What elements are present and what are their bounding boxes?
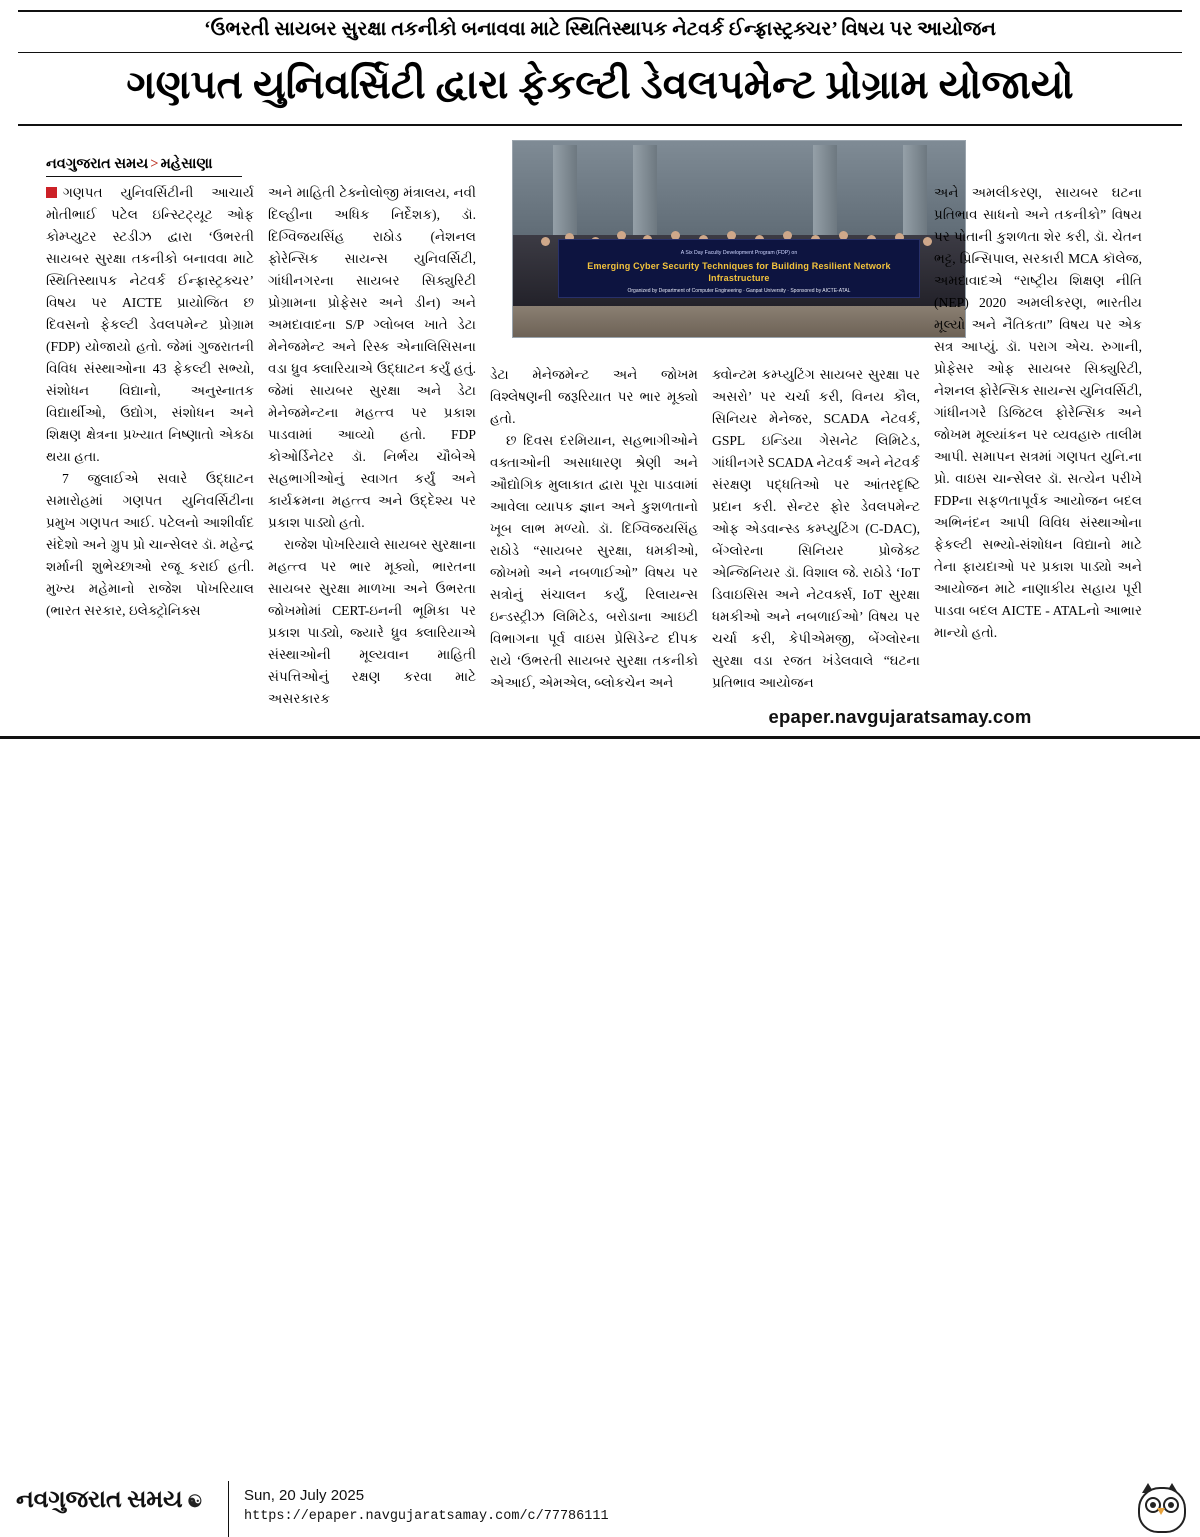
epaper-site-label: epaper.navgujaratsamay.com (768, 706, 1032, 727)
photo-spacer (712, 182, 920, 364)
red-square-icon (46, 187, 57, 198)
article-column-2 (268, 182, 490, 707)
banner-sub-text: Organized by Department of Computer Engineering · Ganpat University · Sponsored by AICTE-ATAL (627, 288, 851, 295)
paragraph: ડેટા મેનેજમેન્ટ અને જોખમ વિશ્લેષણની જરૂરિયાત પર ભાર મૂક્યો હતો. (490, 367, 698, 427)
byline-separator: > (150, 156, 159, 172)
kicker-divider (18, 52, 1182, 53)
footer-separator (228, 1481, 229, 1537)
footer-bar (0, 739, 1200, 1524)
owl-icon (1134, 1481, 1186, 1533)
paragraph: અને માહિતી ટેક્નોલોજી મંત્રાલય, નવી દિલ્હીના અધિક નિર્દેશક), ડૉ. દિગ્વિજયસિંહ રાઠોડ (નેશનલ ફોરેન્સિક સાયન્સ યુનિવર્સિટી, ગાંધીનગરના સાયબર સિક્યુરિટી પ્રોગ્રામના પ્રોફેસર અને ડીન) અને અમદાવાદના S/P ગ્લોબલ ખાતે ડેટા મેનેજમેન્ટ અને રિસ્ક એનાલિસિસના વડા ધ્રુવ ક્લારિયાએ ઉદ્ઘાટન કર્યું હતું. જેમાં સાયબર સુરક્ષા અને ડેટા મેનેજમેન્ટના મહત્ત્વ પર પ્રકાશ પાડવામાં આવ્યો હતો. FDP કોઓર્ડિનેટર ડૉ. નિર્ભય ચૌબેએ સહભાગીઓનું સ્વાગત કર્યું અને કાર્યક્રમના મહત્ત્વ અને ઉદ્દેશ્ય પર પ્રકાશ પાડ્યો હતો. (268, 185, 476, 531)
top-divider (18, 10, 1182, 12)
byline-source: નવગુજરાત સમય (46, 156, 149, 172)
paragraph: 7 જુલાઈએ સવારે ઉદ્ઘાટન સમારોહમાં ગણપત યુનિવર્સિટીના પ્રમુખ ગણપત આઈ. પટેલનો આશીર્વાદ સંદેશો અને ગ્રુપ પ્રો ચાન્સેલર ડૉ. મહેન્દ્ર શર્માની શુભેચ્છાઓ રજૂ કરાઈ હતી. મુખ્ય મહેમાનો રાજેશ પોખરિયાલ (ભારત સરકાર, ઇલેક્ટ્રોનિક્સ (46, 471, 254, 619)
owl-eye-right (1163, 1497, 1179, 1513)
paragraph: ક્વોન્ટમ કમ્પ્યુટિંગ સાયબર સુરક્ષા પર અસરો’ પર ચર્ચા કરી, વિનય કૌલ, સિનિયર મેનેજર, SCADA નેટવર્ક, GSPL ઇન્ડિયા ગેસનેટ લિમિટેડ, ગાંધીનગરે SCADA નેટવર્ક અને નેટવર્ક સંરક્ષણ પદ્ધતિઓ પર આંતરદૃષ્ટિ પ્રદાન કરી. સેન્ટર ફોર ડેવલપમેન્ટ ઓફ એડવાન્સ્ડ કમ્પ્યુટિંગ (C-DAC), બેંગ્લોરના સિનિયર પ્રોજેક્ટ એન્જિનિયર ડૉ. વિશાલ જે. રાઠોડે ‘IoT ડિવાઇસિસ અને નેટવર્ક્સ, IoT સુરક્ષા ધમકીઓ અને નબળાઈઓ’ વિષય પર ચર્ચા કરી, કેપીએમજી, બેંગ્લોરના સુરક્ષા વડા રજત ખંડેલવાલે “ઘટના પ્રતિભાવ આયોજન (712, 367, 920, 691)
article-kicker: ‘ઉભરતી સાયબર સુરક્ષા તકનીકો બનાવવા માટે સ્થિતિસ્થાપક નેટવર્ક ઈન્ફ્રાસ્ટ્રક્ચર’ વિષય પર આયોજન (204, 19, 996, 40)
byline-place: મહેસાણા (160, 156, 213, 172)
source-url[interactable]: https://epaper.navgujaratsamay.com/c/77786111 (244, 1509, 609, 1524)
owl-beak (1157, 1508, 1165, 1515)
banner-main-text: Emerging Cyber Security Techniques for Building Resilient Network Infrastructure (587, 261, 891, 284)
article-column-4 (712, 182, 934, 694)
headline-divider (18, 124, 1182, 126)
paragraph: છ દિવસ દરમિયાન, સહભાગીઓને વક્તાઓની અસાધારણ શ્રેણી અને ઔદ્યોગિક મુલાકાત દ્વારા પૂરા પાડવામાં આવેલા વ્યાપક જ્ઞાન અને કુશળતાનો ખૂબ લાભ મળ્યો. ડૉ. દિગ્વિજયસિંહ રાઠોડે “સાયબર સુરક્ષા, ધમકીઓ, જોખમો અને નબળાઈઓ” વિષય પર સત્રોનું સંચાલન કર્યું, રિલાયન્સ ઇન્ડસ્ટ્રીઝ લિમિટેડ, બરોડાના આઇટી વિભાગના પૂર્વ વાઇસ પ્રેસિડેન્ટ દીપક રાયે ‘ઉભરતી સાયબર સુરક્ષા તકનીકો એઆઈ, એમએલ, બ્લોકચેન અને (490, 433, 698, 691)
banner-top-text: A Six Day Faculty Development Program (FDP) on (680, 250, 798, 257)
page-title: ગણપત યુનિવર્સિટી દ્વારા ફેકલ્ટી ડેવલપમેન્ટ પ્રોગ્રામ યોજાયો (126, 62, 1074, 107)
paragraph (46, 182, 254, 468)
article-column-5 (934, 182, 1156, 694)
paragraph-text: ગણપત યુનિવર્સિટીની આચાર્ય મોતીભાઈ પટેલ ઇન્સ્ટિટ્યૂટ ઓફ કોમ્પ્યુટર સ્ટડીઝ દ્વારા ‘ઉભરતી સાયબર સુરક્ષા તકનીકો બનાવવા માટે સ્થિતિસ્થાપક નેટવર્ક ઈન્ફ્રાસ્ટ્રક્ચર’ વિષય પર AICTE પ્રાયોજિત છ દિવસનો ફેકલ્ટી ડેવલપમેન્ટ પ્રોગ્રામ (FDP) યોજાયો હતો. જેમાં ગુજરાતની વિવિધ સંસ્થાઓના 43 ફેકલ્ટી સભ્યો, સંશોધન વિદ્યાનો, અનુસ્નાતક વિદ્યાર્થીઓ, ઉદ્યોગ, સંશોધન અને શિક્ષણ ક્ષેત્રના પ્રખ્યાત નિષ્ણાતો એકઠા થયા હતા. (46, 185, 254, 465)
article-column-1 (46, 182, 268, 694)
publication-date: Sun, 20 July 2025 (244, 1487, 365, 1504)
byline (46, 156, 213, 173)
article-columns (46, 182, 1158, 707)
logo-mark-icon: ☯ (187, 1492, 203, 1511)
paragraph: અને અમલીકરણ, સાયબર ઘટના પ્રતિભાવ સાધનો અને તકનીકો” વિષય પર પોતાની કુશળતા શેર કરી, ડૉ. ચેતન ભટ્ટ, પ્રિન્સિપાલ, સરકારી MCA કૉલેજ, અમદાવાદએ “રાષ્ટ્રીય શિક્ષણ નીતિ (NEP) 2020 અમલીકરણ, ભારતીય મૂલ્યો અને નૈતિકતા” વિષય પર એક સત્ર આપ્યું. ડૉ. પરાગ એચ. રુગાની, પ્રોફેસર ઓફ સાયબર સિક્યુરિટી, નેશનલ ફોરેન્સિક સાયન્સ યુનિવર્સિટી, ગાંધીનગરે ડિજિટલ ફોરેન્સિક અને જોખમ મૂલ્યાંકન પર વ્યવહારુ તાલીમ આપી. સમાપન સત્રમાં ગણપત યુનિ.ના પ્રો. વાઇસ ચાન્સેલર ડૉ. સત્યેન પરીખે FDPના સફળતાપૂર્વક આયોજન બદલ અભિનંદન આપી વિવિધ સંસ્થાઓના ફેકલ્ટી સભ્યો-સંશોધન વિદ્યાનો માટે તેના ફાયદાઓ પર પ્રકાશ પાડ્યો અને આયોજન માટે નાણાકીય સહાય પૂરી પાડવા બદલ AICTE - ATALનો આભાર માન્યો હતો. (934, 185, 1142, 641)
publication-name: નવગુજરાત સમય (16, 1487, 183, 1513)
publication-logo (16, 1487, 202, 1514)
paragraph: રાજેશ પોખરિયાલે સાયબર સુરક્ષાના મહત્ત્વ પર ભાર મૂક્યો, ભારતના સાયબર સુરક્ષા માળખા અને ઉભરતા જોખમોમાં CERT-ઇનની ભૂમિકા પર પ્રકાશ પાડ્યો, જ્યારે ધ્રુવ ક્લારિયાએ સંસ્થાઓની મૂલ્યવાન માહિતી સંપત્તિઓનું રક્ષણ કરવા માટે અસરકારક (268, 537, 476, 707)
byline-divider (46, 176, 242, 177)
article-column-3 (490, 182, 712, 694)
